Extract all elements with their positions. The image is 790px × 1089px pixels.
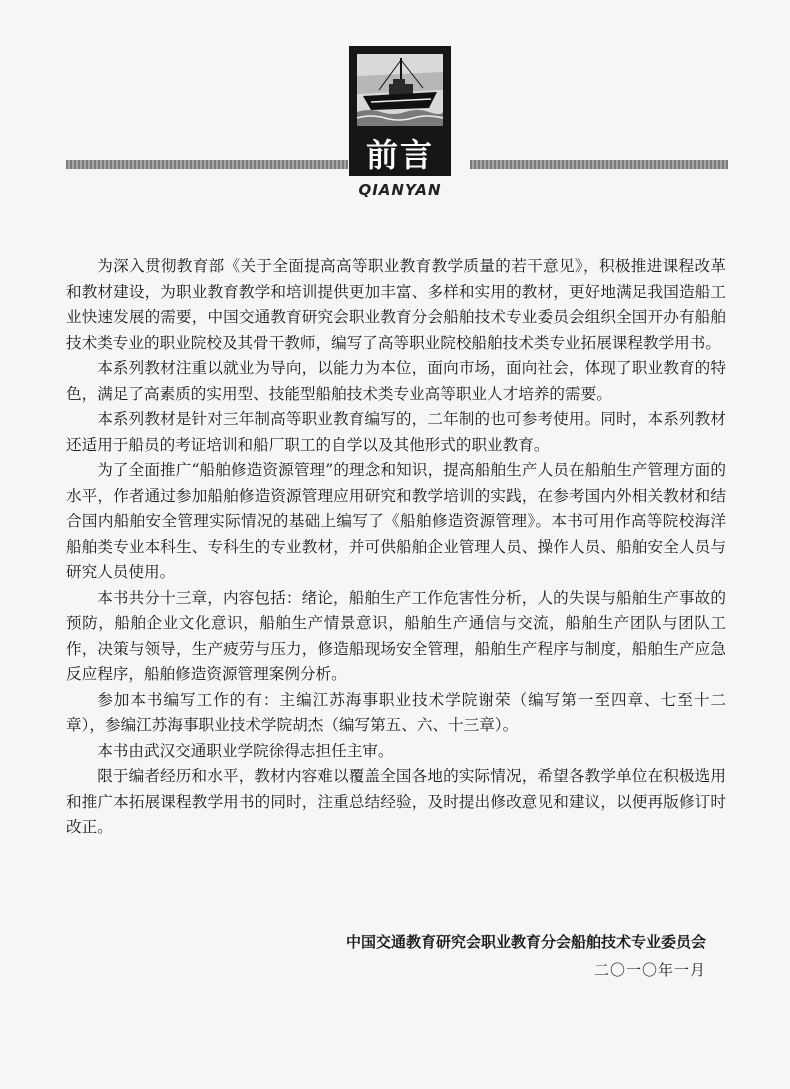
ship-icon [349, 46, 451, 134]
page-title: 前言 [349, 134, 451, 176]
paragraph: 为了全面推广“船舶修造资源管理”的理念和知识，提高船舶生产人员在船舶生产管理方面的水平，作者通过参加船舶修造资源管理应用研究和教学培训的实践，在参考国内外相关教材和结合国内船舶安全管理实际情况的基础上编写了《船舶修造资源管理》。本书可用作高等院校海洋船舶类专业本科生、专科生的专业教材，并可供船舶企业管理人员、操作人员、船舶安全人员与研究人员使用。 [66, 461, 726, 581]
page-subtitle: QIANYAN [358, 181, 442, 199]
chapter-emblem [349, 46, 451, 176]
paragraph: 本书由武汉交通职业学院徐得志担任主审。 [97, 741, 394, 760]
signature-date: 二〇一〇年一月 [593, 961, 706, 979]
header-rule-right [470, 160, 728, 169]
paragraph: 本系列教材注重以就业为导向，以能力为本位，面向市场，面向社会，体现了职业教育的特色，满足了高素质的实用型、技能型船舶技术类专业高等职业人才培养的需要。 [66, 359, 726, 403]
paragraph: 参加本书编写工作的有：主编江苏海事职业技术学院谢荣（编写第一至四章、七至十二章），参编江苏海事职业技术学院胡杰（编写第五、六、十三章）。 [66, 690, 726, 734]
signature-organization: 中国交通教育研究会职业教育分会船舶技术专业委员会 [345, 933, 706, 951]
paragraph: 本书共分十三章，内容包括：绪论，船舶生产工作危害性分析，人的失误与船舶生产事故的预防，船舶企业文化意识，船舶生产情景意识，船舶生产通信与交流，船舶生产团队与团队工作，决策与领导，生产疲劳与压力，修造船现场安全管理，船舶生产程序与制度，船舶生产应急反应程序，船舶修造资源管理案例分析。 [66, 588, 726, 683]
paragraph: 为深入贯彻教育部《关于全面提高高等职业教育教学质量的若干意见》，积极推进课程改革和教材建设，为职业教育教学和培训提供更加丰富、多样和实用的教材，更好地满足我国造船工业快速发展的需要，中国交通教育研究会职业教育分会船舶技术专业委员会组织全国开办有船舶技术类专业的职业院校及其骨干教师，编写了高等职业院校船舶技术类专业拓展课程教学用书。 [66, 257, 726, 352]
header-rule-left [66, 160, 348, 169]
page-header [0, 0, 790, 210]
paragraph: 本系列教材是针对三年制高等职业教育编写的，二年制的也可参考使用。同时，本系列教材还适用于船员的考证培训和船厂职工的自学以及其他形式的职业教育。 [66, 410, 726, 454]
paragraph: 限于编者经历和水平，教材内容难以覆盖全国各地的实际情况，希望各教学单位在积极选用和推广本拓展课程教学用书的同时，注重总结经验，及时提出修改意见和建议，以便再版修订时改正。 [66, 767, 726, 836]
preface-body [66, 254, 726, 841]
